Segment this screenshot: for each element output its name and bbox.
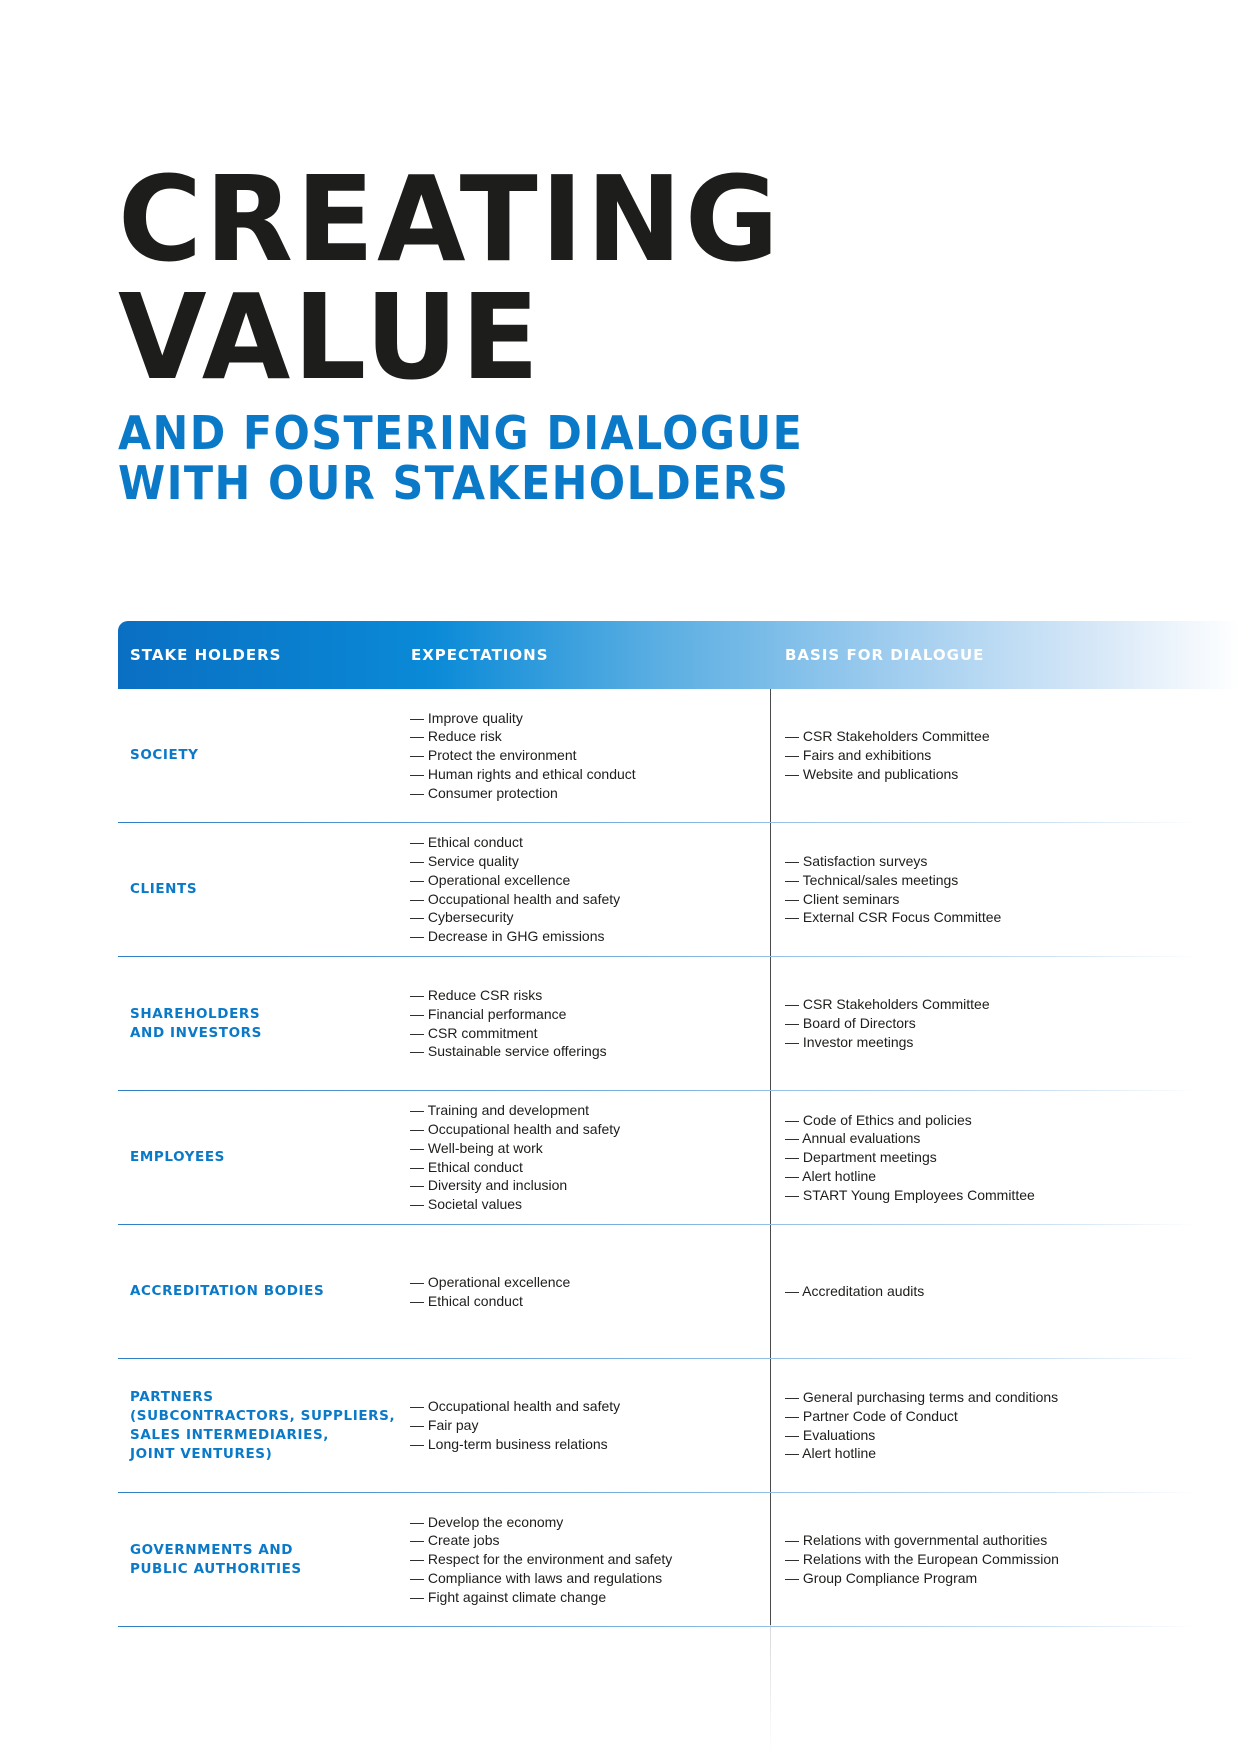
expectation-item: — Occupational health and safety: [410, 890, 621, 907]
expectation-item: — Operational excellence: [410, 1273, 571, 1290]
basis-item: — General purchasing terms and conditions: [785, 1389, 1059, 1406]
table-row: [118, 1359, 1240, 1493]
basis-cell-list: [785, 1531, 1225, 1587]
stakeholder-table: [118, 621, 1240, 1753]
table-row: [118, 957, 1240, 1091]
basis-item: — Technical/sales meetings: [785, 871, 959, 888]
stakeholder-name: CLIENTS: [130, 881, 198, 897]
expectation-item: — Develop the economy: [410, 1513, 564, 1530]
expectation-item: — CSR commitment: [410, 1024, 538, 1041]
stakeholder-name: SHAREHOLDERS AND INVESTORS: [130, 1005, 262, 1041]
basis-cell: [785, 823, 1225, 956]
basis-cell-list: [785, 852, 1225, 927]
stakeholder-cell: [130, 957, 400, 1090]
basis-item: — Annual evaluations: [785, 1130, 921, 1147]
expectation-item: — Service quality: [410, 853, 519, 870]
basis-cell: [785, 1493, 1225, 1626]
expectation-item: — Human rights and ethical conduct: [410, 765, 636, 782]
expectations-cell: [410, 957, 760, 1090]
expectation-item: — Fair pay: [410, 1417, 479, 1434]
expectation-item: — Financial performance: [410, 1005, 567, 1022]
basis-item: — CSR Stakeholders Committee: [785, 996, 990, 1013]
basis-cell: [785, 1091, 1225, 1224]
expectation-item: — Occupational health and safety: [410, 1121, 621, 1138]
expectations-cell: [410, 1493, 760, 1626]
basis-cell: [785, 1225, 1225, 1358]
stakeholder-name: PARTNERS (SUBCONTRACTORS, SUPPLIERS, SALES INTERMEDIARIES, JOINT VENTURES): [130, 1388, 396, 1462]
table-row: [118, 689, 1240, 823]
expectations-cell-list: [410, 709, 760, 803]
table-header: [118, 621, 1240, 689]
basis-cell: [785, 957, 1225, 1090]
expectation-item: — Diversity and inclusion: [410, 1177, 568, 1194]
stakeholder-cell: [130, 689, 400, 822]
stakeholder-name: SOCIETY: [130, 747, 199, 763]
table-row: [118, 1493, 1240, 1627]
expectation-item: — Occupational health and safety: [410, 1398, 621, 1415]
title-line-2: VALUE: [118, 268, 542, 406]
stakeholder-name: GOVERNMENTS AND PUBLIC AUTHORITIES: [130, 1541, 302, 1577]
basis-cell-list: [785, 995, 1225, 1051]
basis-item: — Group Compliance Program: [785, 1569, 978, 1586]
stakeholder-name: ACCREDITATION BODIES: [130, 1283, 325, 1299]
expectation-item: — Societal values: [410, 1195, 523, 1212]
row-divider: [118, 1626, 1198, 1627]
basis-cell-list: [785, 1111, 1225, 1205]
basis-item: — Relations with governmental authorities: [785, 1532, 1048, 1549]
stakeholder-cell: [130, 1225, 400, 1358]
expectation-item: — Well-being at work: [410, 1139, 543, 1156]
expectation-item: — Consumer protection: [410, 784, 558, 801]
basis-cell-list: [785, 727, 1225, 783]
basis-item: — Evaluations: [785, 1426, 876, 1443]
expectation-item: — Protect the environment: [410, 747, 577, 764]
basis-item: — Satisfaction surveys: [785, 853, 928, 870]
basis-item: — Investor meetings: [785, 1033, 914, 1050]
expectation-item: — Long-term business relations: [410, 1435, 608, 1452]
header-expectations: EXPECTATIONS: [411, 646, 549, 664]
expectations-cell-list: [410, 1513, 760, 1607]
table-row: [118, 823, 1240, 957]
expectations-cell: [410, 1359, 760, 1492]
expectations-cell-list: [410, 1397, 760, 1453]
expectations-cell: [410, 689, 760, 822]
expectation-item: — Fight against climate change: [410, 1588, 607, 1605]
basis-item: — CSR Stakeholders Committee: [785, 728, 990, 745]
table-row: [118, 1225, 1240, 1359]
expectation-item: — Compliance with laws and regulations: [410, 1569, 663, 1586]
expectation-item: — Reduce risk: [410, 728, 502, 745]
stakeholder-cell: [130, 1493, 400, 1626]
table-row: [118, 1091, 1240, 1225]
expectation-item: — Improve quality: [410, 709, 523, 726]
expectations-cell-list: [410, 833, 760, 945]
basis-item: — Alert hotline: [785, 1167, 877, 1184]
basis-item: — Code of Ethics and policies: [785, 1111, 972, 1128]
expectation-item: — Create jobs: [410, 1532, 500, 1549]
expectations-cell: [410, 823, 760, 956]
basis-item: — External CSR Focus Committee: [785, 909, 1002, 926]
stakeholder-name: EMPLOYEES: [130, 1149, 226, 1165]
expectation-item: — Respect for the environment and safety: [410, 1551, 673, 1568]
expectations-cell-list: [410, 1101, 760, 1213]
expectations-cell: [410, 1091, 760, 1224]
expectation-item: — Training and development: [410, 1102, 589, 1119]
basis-item: — Accreditation audits: [785, 1283, 925, 1300]
stakeholder-cell: [130, 1359, 400, 1492]
basis-item: — Website and publications: [785, 765, 959, 782]
expectations-cell-list: [410, 986, 760, 1061]
basis-item: — Client seminars: [785, 890, 900, 907]
stakeholder-cell: [130, 823, 400, 956]
header-stakeholders: STAKE HOLDERS: [130, 646, 282, 664]
basis-cell: [785, 1359, 1225, 1492]
header-basis-for-dialogue: BASIS FOR DIALOGUE: [785, 646, 985, 664]
expectation-item: — Ethical conduct: [410, 1158, 523, 1175]
subtitle-line-2: WITH OUR STAKEHOLDERS: [118, 456, 790, 510]
expectations-cell-list: [410, 1273, 760, 1310]
basis-cell-list: [785, 1282, 1225, 1301]
expectation-item: — Ethical conduct: [410, 834, 523, 851]
basis-cell: [785, 689, 1225, 822]
basis-item: — Alert hotline: [785, 1445, 877, 1462]
expectations-cell: [410, 1225, 760, 1358]
title-block: [118, 150, 855, 510]
basis-item: — Board of Directors: [785, 1015, 916, 1032]
subtitle-line-1: AND FOSTERING DIALOGUE: [118, 406, 804, 460]
expectation-item: — Ethical conduct: [410, 1292, 523, 1309]
basis-item: — Fairs and exhibitions: [785, 747, 932, 764]
basis-item: — Partner Code of Conduct: [785, 1407, 958, 1424]
column-divider-fade: [770, 1625, 771, 1753]
basis-cell-list: [785, 1388, 1225, 1463]
basis-item: — Department meetings: [785, 1149, 937, 1166]
expectation-item: — Sustainable service offerings: [410, 1043, 607, 1060]
expectation-item: — Cybersecurity: [410, 909, 514, 926]
basis-item: — Relations with the European Commission: [785, 1551, 1059, 1568]
stakeholder-cell: [130, 1091, 400, 1224]
basis-item: — START Young Employees Committee: [785, 1186, 1035, 1203]
expectation-item: — Operational excellence: [410, 871, 571, 888]
expectation-item: — Reduce CSR risks: [410, 987, 543, 1004]
expectation-item: — Decrease in GHG emissions: [410, 927, 605, 944]
title-line-1: CREATING: [118, 150, 782, 288]
